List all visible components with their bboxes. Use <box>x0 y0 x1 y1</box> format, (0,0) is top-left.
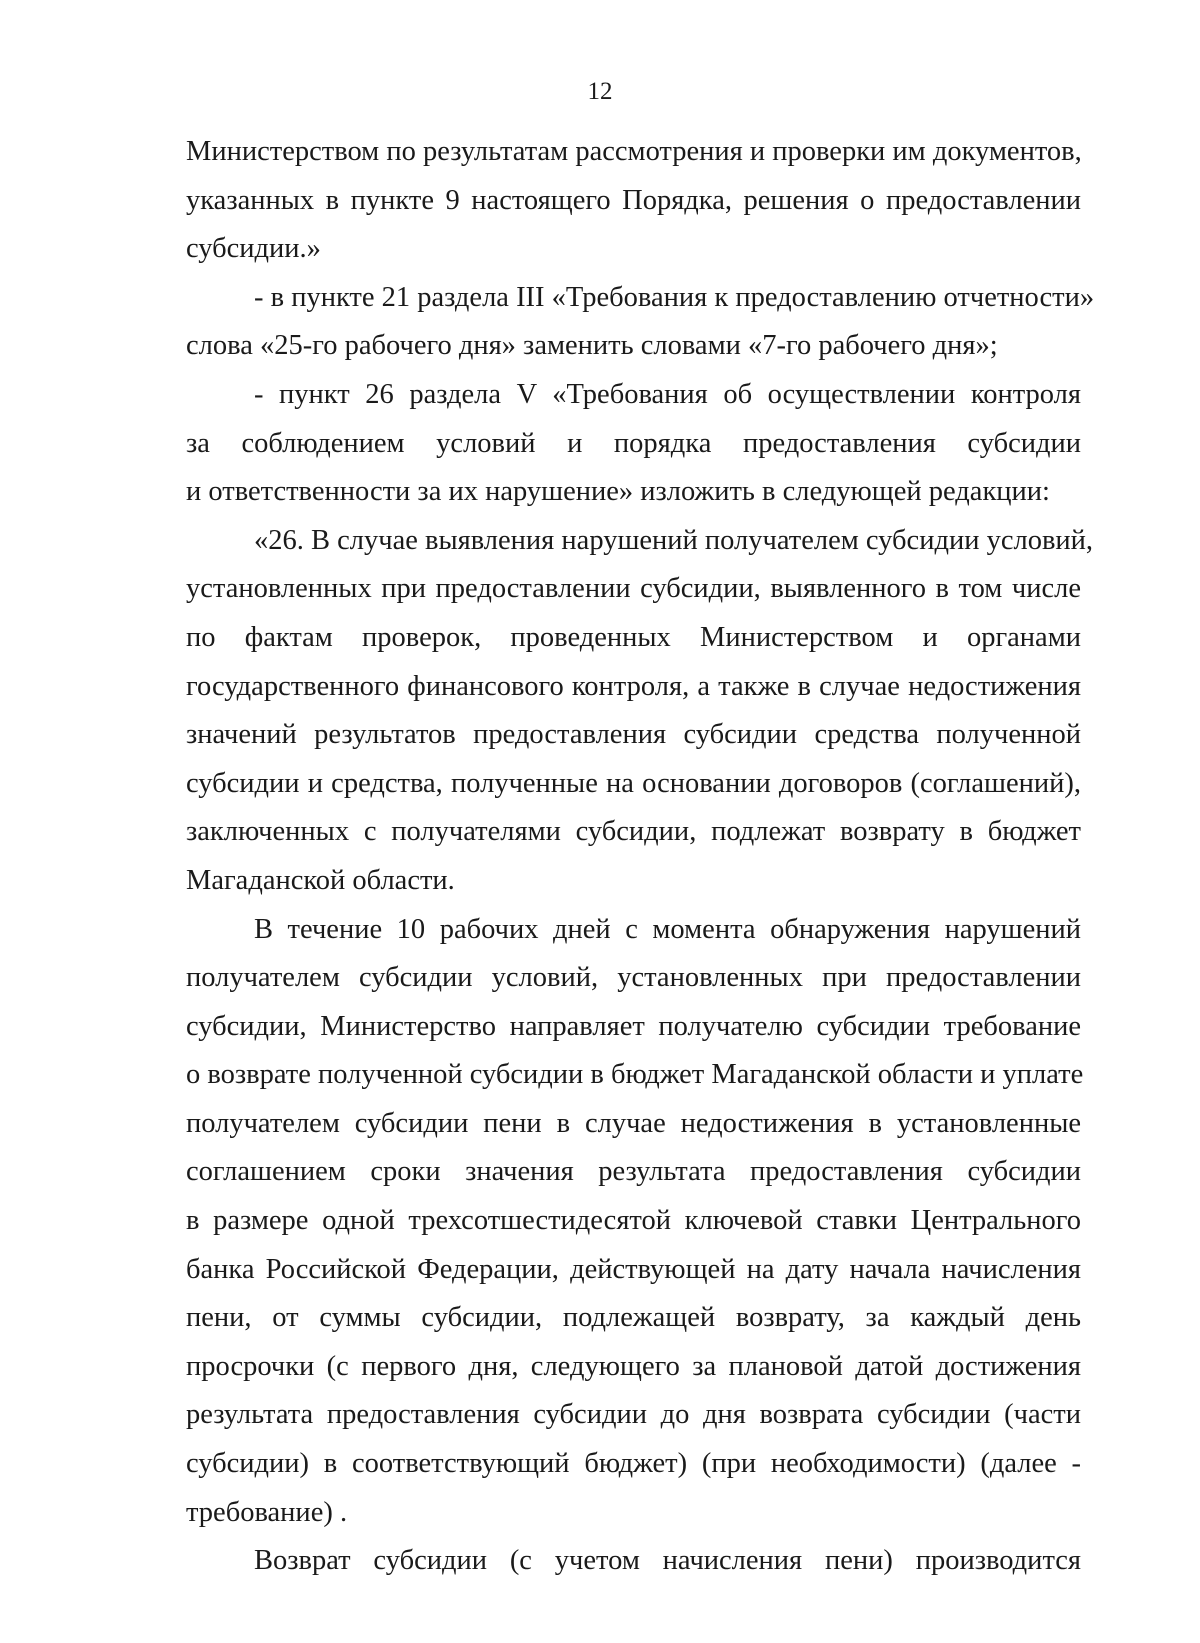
text-line: соглашением сроки значения результата предоставления субсидии <box>186 1156 1081 1188</box>
text-line: банка Российской Федерации, действующей на дату начала начисления <box>186 1253 1081 1285</box>
text-line: слова «25-го рабочего дня» заменить словами «7-го рабочего дня»; <box>186 330 998 362</box>
text-line: субсидии) в соответствующий бюджет) (при необходимости) (далее - <box>186 1448 1081 1480</box>
text-line: - пункт 26 раздела V «Требования об осуществлении контроля <box>254 378 1081 410</box>
text-line: В течение 10 рабочих дней с момента обнаружения нарушений <box>254 913 1081 945</box>
text-line: субсидии, Министерство направляет получателю субсидии требование <box>186 1010 1081 1042</box>
text-line: в размере одной трехсотшестидесятой ключевой ставки Центрального <box>186 1205 1081 1237</box>
text-line: о возврате полученной субсидии в бюджет Магаданской области и уплате <box>186 1059 1084 1091</box>
text-line: по фактам проверок, проведенных Министерством и органами <box>186 621 1081 653</box>
text-line: «26. В случае выявления нарушений получателем субсидии условий, <box>254 524 1094 556</box>
text-line: значений результатов предоставления субсидии средства полученной <box>186 719 1081 751</box>
page-number: 12 <box>587 78 613 105</box>
text-line: Возврат субсидии (с учетом начисления пени) производится <box>254 1545 1081 1577</box>
text-line: просрочки (с первого дня, следующего за плановой датой достижения <box>186 1350 1081 1382</box>
text-line: получателем субсидии пени в случае недостижения в установленные <box>186 1107 1081 1139</box>
text-line: государственного финансового контроля, а также в случае недостижения <box>186 670 1081 702</box>
text-line: указанных в пункте 9 настоящего Порядка, решения о предоставлении <box>186 184 1081 216</box>
text-line: заключенных с получателями субсидии, подлежат возврату в бюджет <box>186 816 1081 848</box>
text-line: пени, от суммы субсидии, подлежащей возврату, за каждый день <box>186 1302 1081 1334</box>
text-line: за соблюдением условий и порядка предоставления субсидии <box>186 427 1081 459</box>
text-line: и ответственности за их нарушение» изложить в следующей редакции: <box>186 476 1050 508</box>
document-body <box>186 128 1095 1586</box>
text-line: субсидии и средства, полученные на основании договоров (соглашений), <box>186 767 1081 799</box>
text-line: - в пункте 21 раздела III «Требования к предоставлению отчетности» <box>254 281 1095 313</box>
text-line: субсидии.» <box>186 233 321 265</box>
text-line: установленных при предоставлении субсидии, выявленного в том числе <box>186 573 1081 605</box>
text-line: требование) . <box>186 1496 348 1528</box>
text-line: результата предоставления субсидии до дня возврата субсидии (части <box>186 1399 1081 1431</box>
text-line: Министерством по результатам рассмотрения и проверки им документов, <box>186 136 1082 167</box>
text-line: получателем субсидии условий, установленных при предоставлении <box>186 962 1081 994</box>
text-line: Магаданской области. <box>186 864 455 896</box>
